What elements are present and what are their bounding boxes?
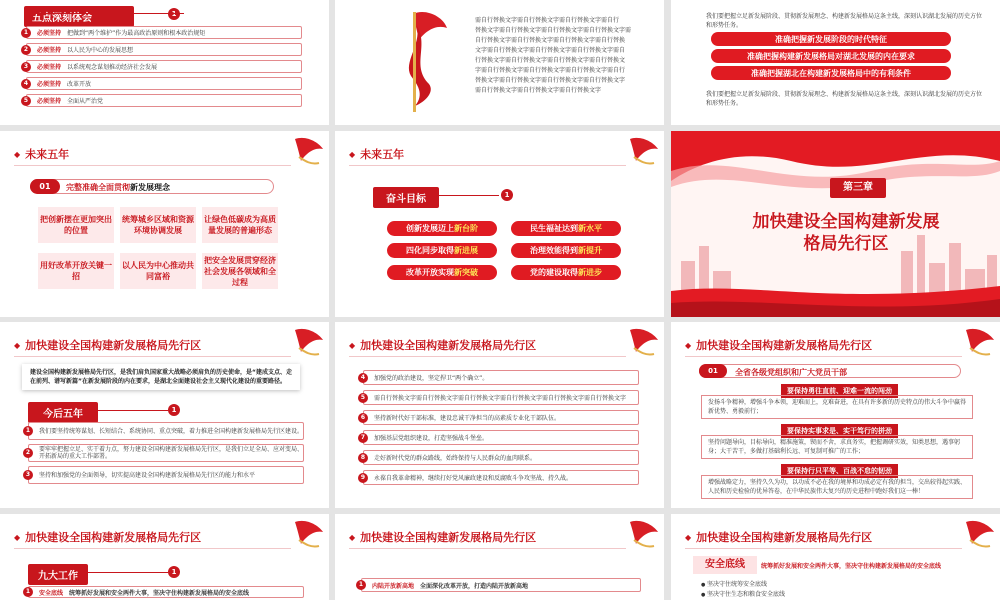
insight-row	[23, 26, 302, 39]
tag-text: 统筹抓好发展和安全两件大事，坚决守住构建新发展格局的安全底线	[761, 563, 942, 570]
number-badge: 1	[168, 404, 180, 416]
item-number: 4	[358, 373, 368, 383]
text-line: 文字需自行替换文字需自行替换文字需自行替换文字需自	[475, 47, 626, 54]
item-text: 永葆自我革命精神，继续打好党风廉政建设和反腐败斗争攻坚战、持久战。	[374, 475, 573, 482]
goal-pill	[511, 243, 621, 258]
party-item	[360, 430, 639, 445]
divider	[349, 548, 626, 549]
row-text: 把做到“两个维护”作为最高政治原则和根本政治规矩	[67, 30, 206, 37]
text-line: 需自行替换文字需自行替换文字需自行替换文字需自行	[475, 17, 620, 24]
slide-header: ◆ 未来五年	[349, 146, 404, 162]
flag-logo-icon	[624, 518, 660, 552]
party-item	[360, 450, 639, 465]
spirit-section-title: 要保持实事求是、实干笃行的拼劲	[781, 424, 898, 438]
insight-row	[23, 94, 302, 107]
row-number: 2	[21, 45, 31, 55]
insight-row	[23, 60, 302, 73]
row-number: 5	[21, 96, 31, 106]
row-key: 必须坚持	[37, 81, 62, 88]
slide-header: ◆ 加快建设全国构建新发展格局先行区	[349, 337, 536, 353]
row-key: 必须坚持	[37, 47, 62, 54]
plan-item	[25, 444, 304, 462]
text-line: 替换文字需自行替换文字需自行替换文字需自行替换文字需	[475, 27, 632, 34]
text-line: 替换文字需自行替换文字需自行替换文字需自行替换文字	[475, 77, 626, 84]
tag-label: 安全底线	[693, 556, 757, 574]
flag-logo-icon	[289, 518, 325, 552]
divider	[14, 165, 291, 166]
divider	[88, 572, 168, 573]
placeholder-text-block	[475, 16, 655, 96]
goal-pill	[511, 221, 621, 236]
goal-text: 民生福祉达到	[530, 223, 578, 233]
row-key: 必须坚持	[37, 30, 62, 37]
party-item	[360, 410, 639, 425]
closing-text: 我们要把握立足新发展阶段、贯彻新发展理念、构建新发展格局这条主线，深刻认识湖北发展的历史方位和形势任务。	[706, 91, 983, 107]
row-text: 改革开放	[67, 81, 92, 88]
slide-title: 五点深刻体会	[24, 6, 134, 27]
concept-cell-3: 让绿色低碳成为高质量发展的普遍形态	[202, 207, 278, 243]
plan-item	[25, 422, 304, 440]
item-number: 7	[358, 433, 368, 443]
intro-box: 建设全国构建新发展格局先行区，是我们肩负国家重大战略必须肩负的历史使命，是“建成支点、走在前列、谱写新篇”在新发展阶段的内在要求，是湖北全面建设社会主义现代化建设的重要路径。	[22, 364, 300, 390]
plan-item	[25, 466, 304, 484]
item-text: 我们要坚持统筹谋划、长短结合、系统协同、重点突破，着力推进全国构建新发展格局先行区建设。	[39, 427, 304, 435]
goal-highlight: 新台阶	[454, 223, 478, 233]
party-item	[360, 470, 639, 485]
text-line: 行替换文字需自行替换文字需自行替换文字需自行替换文	[475, 57, 626, 64]
divider	[24, 13, 184, 14]
goal-highlight: 新提升	[578, 245, 602, 255]
slide-nine-tasks[interactable]	[0, 514, 329, 600]
row-text: 全面从严治党	[67, 98, 104, 105]
goal-highlight: 新进展	[454, 245, 478, 255]
divider	[14, 356, 291, 357]
concept-cell-5: 以人民为中心推动共同富裕	[120, 253, 196, 289]
spirit-section-title: 要保持行只平等、百战不怠的韧劲	[781, 464, 898, 478]
item-text: 加强基层党组织建设，打造坚强战斗堡垒。	[374, 435, 489, 442]
item-number: 3	[23, 470, 33, 480]
slide-header: ◆ 加快建设全国构建新发展格局先行区	[349, 529, 536, 545]
flag-logo-icon	[960, 326, 996, 360]
flag-logo-icon	[624, 135, 660, 169]
insight-row	[23, 43, 302, 56]
slide-party-building[interactable]	[335, 322, 664, 508]
flag-logo-icon	[289, 135, 325, 169]
divider	[349, 165, 626, 166]
goal-pill	[387, 243, 497, 258]
item-text: 加强党的政治建设，坚定捍卫“两个确立”。	[374, 375, 489, 382]
slide-header: ◆ 加快建设全国构建新发展格局先行区	[14, 529, 201, 545]
spirit-section-text: 增强战略定力，坚持久久为功，以功成不必在我的境界和功成必定有我的担当，交出较得起实践、人民和历史检验的优异答卷，在中华民族伟大复兴的历史进程中跑好我们这一棒！	[701, 475, 973, 499]
item-text: 要牢牢把握立足、实干着力点，努力建设全国构建新发展格局先行区，是我们立足全局、应对变局、开拓新局的重大工作部署。	[39, 446, 304, 460]
flag-logo-icon	[624, 326, 660, 360]
row-number: 1	[21, 28, 31, 38]
spirit-section-title: 要保持勇往直前、迎难一流的闯劲	[781, 384, 898, 398]
section-title: 奋斗目标	[373, 187, 439, 208]
intro-text: 我们要把握立足新发展阶段、贯彻新发展理念、构建新发展格局这条主线，深刻认识湖北发展的历史方位和形势任务。	[706, 13, 983, 29]
divider	[98, 410, 168, 411]
grasp-pill-3: 准确把握湖北在构建新发展格局中的有利条件	[711, 66, 951, 80]
flag-logo-icon	[289, 326, 325, 360]
concept-cell-1: 把创新摆在更加突出的位置	[38, 207, 114, 243]
goal-pill	[511, 265, 621, 280]
section-title: 九大工作	[28, 564, 88, 585]
red-flag-icon	[395, 6, 455, 116]
divider	[685, 356, 962, 357]
item-text: 走好新时代党的群众路线，始终保持与人民群众的血肉联系。	[374, 455, 537, 462]
party-item	[360, 390, 639, 405]
row-key: 必须坚持	[37, 64, 62, 71]
section-subtitle: 全省各级党组织和广大党员干部	[735, 367, 847, 377]
item-text: 需自行替换文字需自行替换文字需自行替换文字需自行替换文字需自行替换文字需自行替换文字	[374, 395, 627, 402]
slide-chapter-three[interactable]	[671, 131, 1000, 317]
text-line: 自行替换文字需自行替换文字需自行替换文字需自行替换	[475, 37, 626, 44]
item-number: 6	[358, 413, 368, 423]
item-text: 坚持和加强党的全面领导，切实提高建设全国构建新发展格局先行区的能力和水平	[39, 471, 256, 479]
divider	[439, 195, 499, 196]
item-number: 1	[23, 426, 33, 436]
row-text: 以系统观念谋划推动经济社会发展	[67, 64, 158, 71]
bullet-item: ● 坚决守住统筹安全底线	[701, 580, 785, 590]
slide-party-members[interactable]	[671, 322, 1000, 508]
slide-three-grasps[interactable]	[671, 0, 1000, 125]
divider	[349, 356, 626, 357]
goal-highlight: 新水平	[578, 223, 602, 233]
task-row: 1 安全底线 统筹抓好发展和安全两件大事，坚决守住构建新发展格局的安全底线	[28, 586, 304, 598]
item-number: 2	[23, 448, 33, 458]
grasp-pill-1: 准确把握新发展阶段的时代特征	[711, 32, 951, 46]
goal-pill	[387, 265, 497, 280]
slide-header: ◆ 未来五年	[14, 146, 69, 162]
goal-pill	[387, 221, 497, 236]
concept-cell-6: 把安全发展贯穿经济社会发展各领域和全过程	[202, 253, 278, 289]
goal-text: 改革开放实现	[406, 267, 454, 277]
row-number: 4	[21, 79, 31, 89]
chapter-label: 第三章	[830, 178, 886, 198]
section-number: 01	[30, 179, 60, 194]
slide-goals[interactable]	[335, 131, 664, 317]
slide-next-five-years-concept[interactable]	[0, 131, 329, 317]
goal-text: 党的建设取得	[530, 267, 578, 277]
slide-header: ◆ 加快建设全国构建新发展格局先行区	[685, 529, 872, 545]
text-line: 字需自行替换文字需自行替换文字需自行替换文字需自行	[475, 67, 626, 74]
spirit-section-text: 发扬斗争精神，增强斗争本领，迎难而上，克难奋进，在具有许多新的历史特点的伟大斗争中赢得新优势、勇毅前行；	[701, 395, 973, 419]
slide-security-bottom-line[interactable]	[671, 514, 1000, 600]
section-title: 今后五年	[28, 402, 98, 423]
task-row: 1 内陆开放新高地 全面深化改革开放，打造内陆开放新高地	[361, 578, 641, 592]
row-text: 以人民为中心的发展思想	[67, 47, 134, 54]
goal-highlight: 新突破	[454, 267, 478, 277]
goal-text: 创新发展迈上	[406, 223, 454, 233]
slide-flag-text[interactable]	[335, 0, 664, 125]
number-badge: 1	[501, 189, 513, 201]
row-number: 3	[21, 62, 31, 72]
grasp-pill-2: 准确把握构建新发展格局对湖北发展的内在要求	[711, 49, 951, 63]
item-number: 9	[358, 473, 368, 483]
slide-pilot-zone-intro[interactable]	[0, 322, 329, 508]
goal-text: 四化同步取得	[406, 245, 454, 255]
slide-five-insights[interactable]	[0, 0, 329, 125]
goal-text: 治理效能得到	[530, 245, 578, 255]
item-text: 坚持新时代好干部标准，建设忠诚干净担当的高素质专业化干部队伍。	[374, 415, 561, 422]
flag-logo-icon	[960, 518, 996, 552]
number-badge: 1	[168, 8, 180, 20]
party-item	[360, 370, 639, 385]
number-badge: 1	[168, 566, 180, 578]
insight-row	[23, 77, 302, 90]
item-number: 8	[358, 453, 368, 463]
bullet-list	[701, 580, 785, 600]
divider	[685, 548, 962, 549]
section-number: 01	[699, 364, 727, 378]
slide-header: ◆ 加快建设全国构建新发展格局先行区	[14, 337, 201, 353]
divider	[14, 548, 291, 549]
bullet-item: ● 坚决守住生态和粮食安全底线	[701, 590, 785, 600]
chapter-title: 加快建设全国构建新发展 格局先行区	[752, 212, 940, 254]
goal-highlight: 新进步	[578, 267, 602, 277]
concept-cell-2: 统筹城乡区域和资源环境协调发展	[120, 207, 196, 243]
spirit-section-text: 坚持问题导向，目标导向，精准施策，锲而不舍，求真务实，把握调研实效，知类思想，遇事躬身；大干苦干，多做打基础利长远、可复制可推广的工作；	[701, 435, 973, 459]
concept-cell-4: 用好改革开放关键一招	[38, 253, 114, 289]
slide-inland-opening[interactable]	[335, 514, 664, 600]
row-key: 必须坚持	[37, 98, 62, 105]
text-line: 需自行替换文字需自行替换文字需自行替换文字	[475, 87, 602, 94]
section-subtitle: 完整准确全面贯彻新发展理念	[66, 182, 170, 192]
item-number: 5	[358, 393, 368, 403]
slide-header: ◆ 加快建设全国构建新发展格局先行区	[685, 337, 872, 353]
